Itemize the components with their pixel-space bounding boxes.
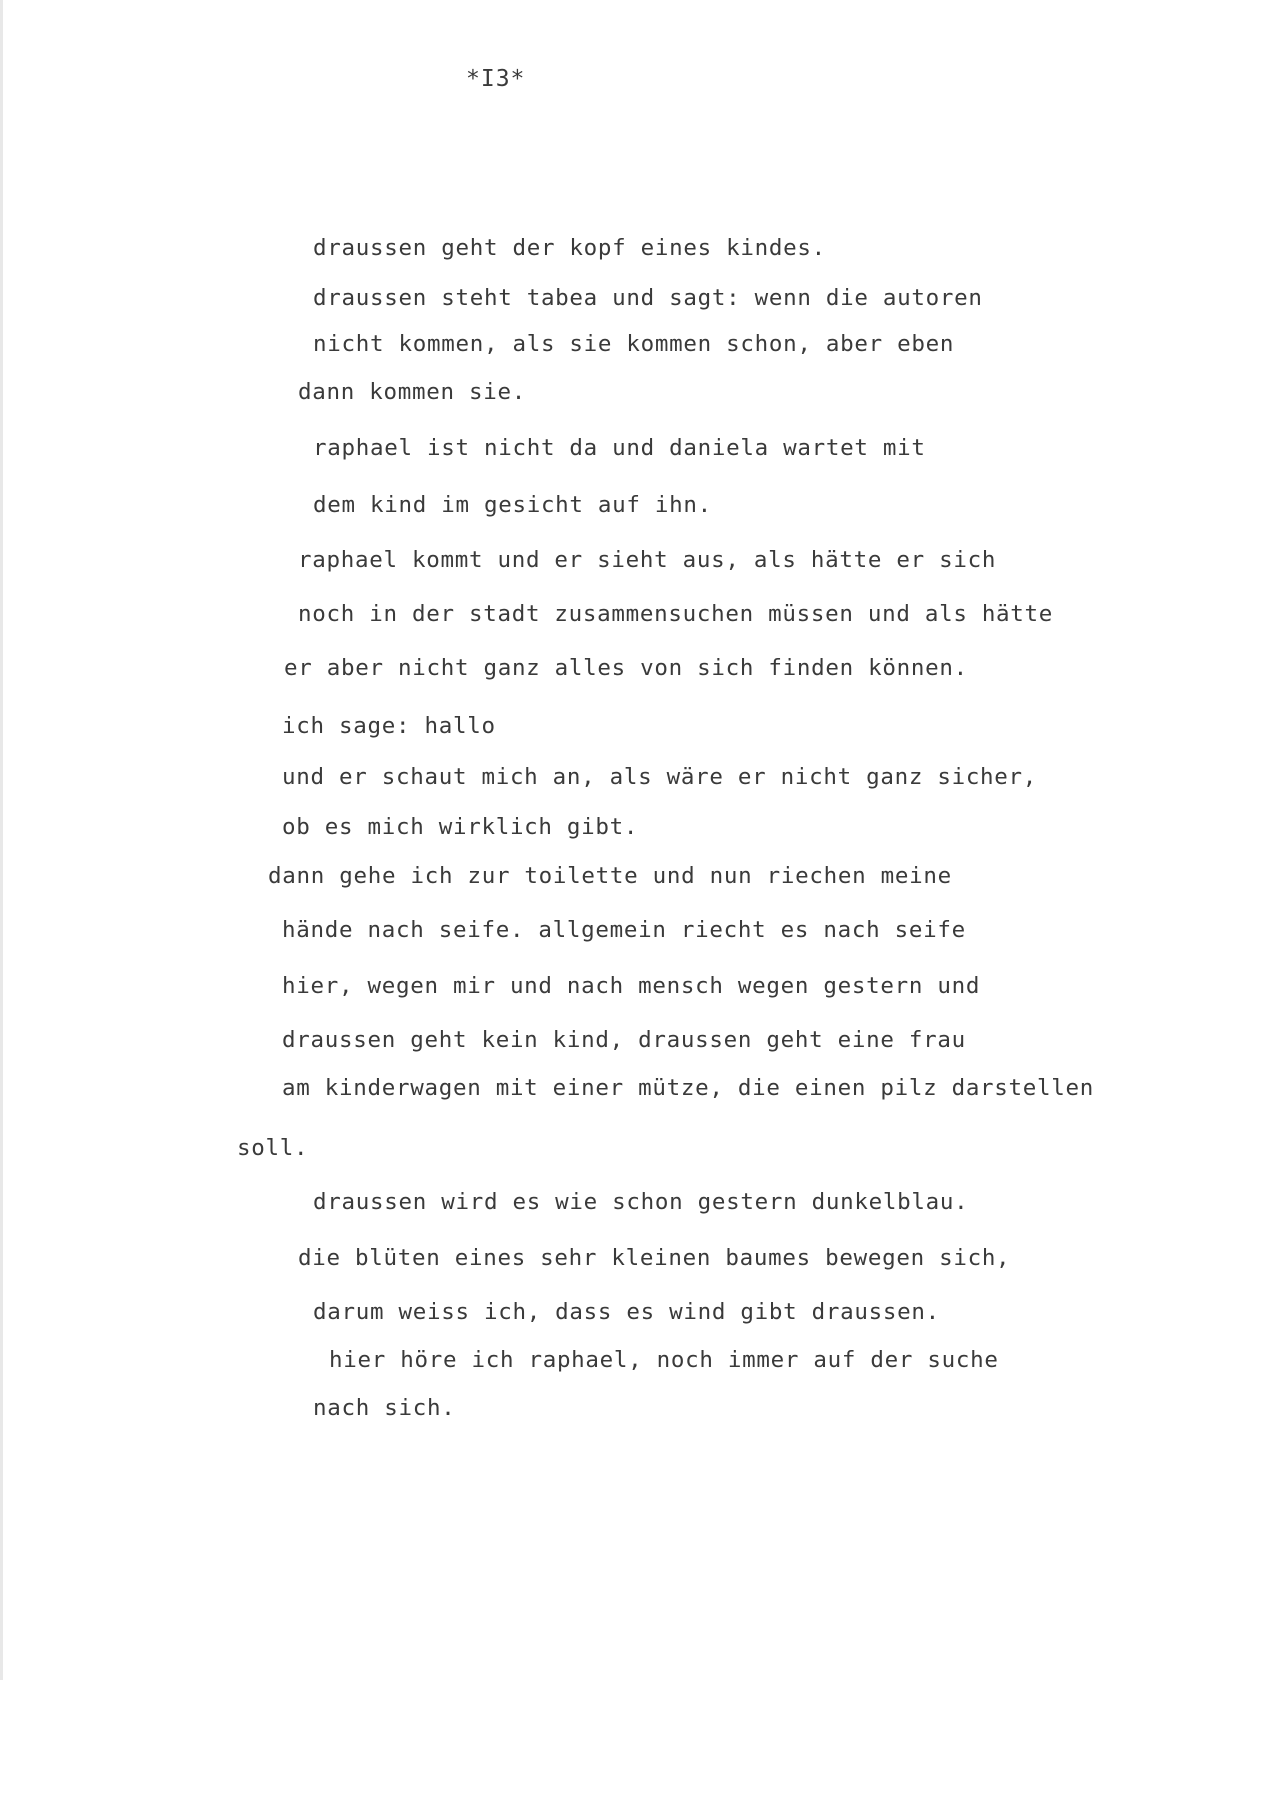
text-line: draussen geht kein kind, draussen geht eine frau bbox=[282, 1027, 966, 1053]
text-line: nach sich. bbox=[313, 1395, 456, 1421]
text-line: ob es mich wirklich gibt. bbox=[282, 814, 639, 840]
text-line: hände nach seife. allgemein riecht es nach seife bbox=[282, 917, 966, 943]
text-line: nicht kommen, als sie kommen schon, aber eben bbox=[313, 331, 955, 357]
text-line: hier höre ich raphael, noch immer auf der suche bbox=[329, 1347, 999, 1373]
text-line: dann kommen sie. bbox=[298, 379, 526, 405]
text-line: draussen wird es wie schon gestern dunkelblau. bbox=[313, 1189, 969, 1215]
page-number: *I3* bbox=[466, 66, 526, 92]
text-line: raphael ist nicht da und daniela wartet mit bbox=[313, 435, 926, 461]
text-line: dann gehe ich zur toilette und nun riechen meine bbox=[268, 863, 952, 889]
text-line: am kinderwagen mit einer mütze, die einen pilz darstellen bbox=[282, 1075, 1095, 1101]
text-line: er aber nicht ganz alles von sich finden können. bbox=[284, 655, 968, 681]
text-line: noch in der stadt zusammensuchen müssen und als hätte bbox=[298, 601, 1054, 627]
text-line: draussen steht tabea und sagt: wenn die autoren bbox=[313, 285, 983, 311]
text-line: darum weiss ich, dass es wind gibt draussen. bbox=[313, 1299, 940, 1325]
page-edge-shadow bbox=[0, 0, 3, 1680]
text-line: hier, wegen mir und nach mensch wegen gestern und bbox=[282, 973, 981, 999]
text-line: soll. bbox=[237, 1135, 309, 1161]
text-line: raphael kommt und er sieht aus, als hätte er sich bbox=[298, 547, 997, 573]
text-line: die blüten eines sehr kleinen baumes bewegen sich, bbox=[298, 1245, 1011, 1271]
text-line: und er schaut mich an, als wäre er nicht ganz sicher, bbox=[282, 764, 1038, 790]
text-line: dem kind im gesicht auf ihn. bbox=[313, 492, 712, 518]
text-line: draussen geht der kopf eines kindes. bbox=[313, 235, 826, 261]
text-line: ich sage: hallo bbox=[282, 713, 496, 739]
